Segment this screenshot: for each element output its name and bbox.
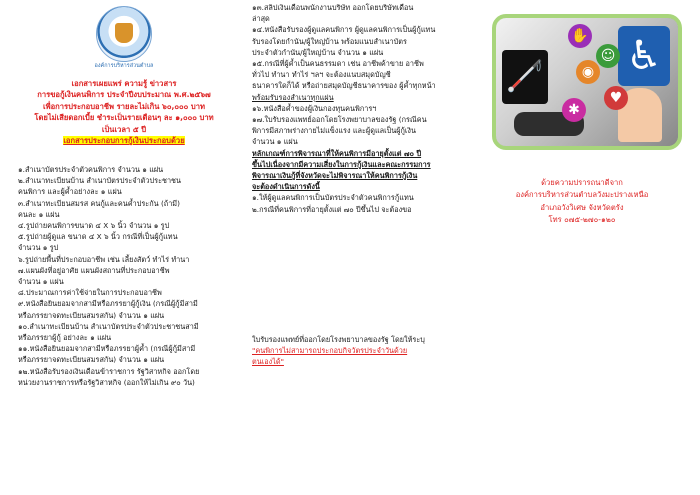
list-item: ๘.ประมาณการค่าใช้จ่ายในการประกอบอาชีพ xyxy=(18,288,162,298)
contact-line: โทร ๐๗๕-๒๗๐-๑๒๐ xyxy=(548,215,616,225)
criteria-line: หลักเกณฑ์การพิจารณาที่ให้คนพิการมีอายุตั้งแต่ ๗๐ ปี xyxy=(252,148,422,158)
medical-certificate-note xyxy=(252,334,466,368)
list-item: หรือภรรยาจดทะเบียนสมรสกัน) จำนวน ๑ แผ่น xyxy=(18,310,165,320)
list-item: ๑๓.สลิปเงินเดือนพนักงานบริษัท ออกโดยบริษัทเดือน xyxy=(252,3,414,12)
list-item: พิการมีสภาพร่างกายไม่แข็งแรง และผู้ดูแลเป็นผู้กู้เงิน xyxy=(252,126,416,136)
list-item: ๑๒.หนังสือรับรองเงินเดือนข้าราชการ รัฐวิสาหกิจ ออกโดย xyxy=(18,366,200,376)
left-column xyxy=(18,0,230,495)
list-item: ๔.รูปถ่ายคนพิการขนาด ๔ X ๖ นิ้ว จำนวน ๑ รูป xyxy=(18,221,170,231)
documents-list-part2 xyxy=(252,2,466,215)
list-item: รับรองโดยกำนัน/ผู้ใหญ่บ้าน พร้อมแนบสำเนาบัตร xyxy=(252,36,407,46)
brochure-header xyxy=(18,78,230,146)
contact-block xyxy=(478,177,686,227)
header-line: โดยไม่เสียดอกเบี้ย ชำระเป็นรายเดือนๆ ละ ๑,๐๐๐ บาท xyxy=(34,113,214,123)
list-item: จำนวน ๑ แผ่น xyxy=(18,277,64,287)
list-item: จำนวน ๑ รูป xyxy=(18,243,59,253)
list-item: หรือภรรยาจดทะเบียนสมรสกัน) จำนวน ๑ แผ่น xyxy=(18,355,165,365)
list-item: ๑.สำเนาบัตรประจำตัวคนพิการ จำนวน ๑ แผ่น xyxy=(18,165,164,174)
accessibility-icon: ☺ xyxy=(596,44,620,68)
disability-icons-image xyxy=(492,14,682,150)
list-item: ทั่วไป ทำนา ทำไร่ ฯลฯ จะต้องแนบสมุดบัญชี xyxy=(252,70,391,80)
list-item: ล่าสุด xyxy=(252,14,270,24)
criteria-line: จะต้องดำเนินการดังนี้ xyxy=(252,182,320,192)
list-item: หน่วยงานราชการหรือรัฐวิสาหกิจ (ออกให้ไม่เกิน ๙๐ วัน) xyxy=(18,377,195,387)
list-item: ๗.แผนผังที่อยู่อาศัย แผนผังสถานที่ประกอบอาชีพ xyxy=(18,265,170,275)
middle-column xyxy=(252,0,466,495)
criteria-item: ๒.กรณีที่คนพิการที่อายุตั้งแต่ ๗๐ ปีขึ้นไป จะต้องขอ xyxy=(252,204,412,214)
care-icon: ♥ xyxy=(604,86,628,110)
header-line: เอกสารเผยแพร่ ความรู้ ข่าวสาร xyxy=(71,79,177,88)
list-item: คนละ ๑ แผ่น xyxy=(18,209,60,219)
note-text: ใบรับรองแพทย์ที่ออกโดยโรงพยาบาลของรัฐ โดยให้ระบุ xyxy=(252,335,425,344)
list-item: จำนวน ๑ แผ่น xyxy=(252,137,298,147)
criteria-line: ขึ้นไปเนื่องจากมีความเสี่ยงในการกู้เงินและคณะกรรมการ xyxy=(252,159,431,169)
deaf-icon: ✋ xyxy=(568,24,592,48)
hearing-icon: ◉ xyxy=(576,60,600,84)
docs-heading: เอกสารประกอบการกู้เงินประกอบด้วย xyxy=(63,136,185,146)
blind-person-icon: 🦯 xyxy=(502,50,548,104)
sign-icon: ✱ xyxy=(562,98,586,122)
right-column xyxy=(478,0,686,495)
list-item: ๖.รูปถ่ายพื้นที่ประกอบอาชีพ เช่น เลี้ยงสัตว์ ทำไร่ ทำนา xyxy=(18,254,190,264)
list-item: ๑๗.ใบรับรองแพทย์ออกโดยโรงพยาบาลของรัฐ (กรณีคน xyxy=(252,115,427,125)
contact-line: อำเภอวังวิเศษ จังหวัดตรัง xyxy=(540,202,624,212)
list-item: ๙.หนังสือยินยอมจากสามีหรือภรรยาผู้กู้เงิน (กรณีผู้กู้มีสามี xyxy=(18,299,198,309)
contact-line: ด้วยความปรารถนาดีจาก xyxy=(541,178,623,187)
list-item: ๑๔.หนังสือรับรองผู้ดูแลคนพิการ ผู้ดูแลคนพิการเป็นผู้กู้แทน xyxy=(252,25,436,35)
list-item: ๑๑.หนังสือยินยอมจากสามีหรือภรรยาผู้ค้ำ (กรณีผู้กู้มีสามี xyxy=(18,344,196,354)
list-item: ประจำตัวกำนัน/ผู้ใหญ่บ้าน จำนวน ๑ แผ่น xyxy=(252,47,384,57)
list-item: ธนาคารใดก็ได้ หรือถ่ายสมุดบัญชีธนาคารของ ผู้ค้ำทุกหน้า xyxy=(252,81,436,91)
list-item: พร้อมรับรองสำเนาทุกแผ่น xyxy=(252,92,334,102)
wheelchair-icon: ♿ xyxy=(618,26,670,86)
list-item: ๑๖.หนังสือค้ำของผู้เงินกองทุนคนพิการฯ xyxy=(252,103,377,113)
list-item: ๕.รูปถ่ายผู้ดูแล ขนาด ๔ X ๖ นิ้ว กรณีที่เป็นผู้กู้แทน xyxy=(18,232,178,242)
list-item: ๓.สำเนาทะเบียนสมรส คนกู้และคนค้ำประกัน (ถ้ามี) xyxy=(18,198,180,208)
criteria-line: พิจารณาเงินกู้ที่จังหวัดจะไม่พิจารณาให้คนพิการกู้เงิน xyxy=(252,171,418,181)
header-line: การขอกู้เงินคนพิการ ประจำปีงบประมาณ พ.ศ.๒๕๖๗ xyxy=(37,90,211,100)
note-quote: "คนพิการไม่สามารถประกอบกิจวัตรประจำวันด้วย xyxy=(252,346,408,356)
contact-line: องค์การบริหารส่วนตำบลวังมะปรางเหนือ xyxy=(515,190,649,200)
note-quote: ตนเองได้" xyxy=(252,357,284,367)
logo-caption: องค์การบริหารส่วนตำบล xyxy=(94,63,154,69)
organization-logo xyxy=(96,6,152,62)
criteria-item: ๑.ให้ผู้ดูแลคนพิการเป็นบัตรประจำตัวคนพิการกู้แทน xyxy=(252,193,414,203)
list-item: ๑๕.กรณีที่ผู้ค้ำเป็นคนธรรมดา เช่น อาชีพค้าขาย อาชีพ xyxy=(252,59,424,69)
header-line: เพื่อการประกอบอาชีพ รายละไม่เกิน ๖๐,๐๐๐ บาท xyxy=(42,101,206,111)
documents-list-part1 xyxy=(18,164,230,388)
header-line: เป็นเวลา ๕ ปี xyxy=(101,124,147,134)
list-item: ๒.สำเนาทะเบียนบ้าน สำเนาบัตรประจำตัวประชาชน xyxy=(18,176,181,186)
list-item: ๑๐.สำเนาทะเบียนบ้าน สำเนาบัตรประจำตัวประชาชนสามี xyxy=(18,321,199,331)
list-item: คนพิการ และผู้ค้ำอย่างละ ๑ แผ่น xyxy=(18,187,122,197)
list-item: หรือภรรยาผู้กู้ อย่างละ ๑ แผ่น xyxy=(18,333,112,343)
